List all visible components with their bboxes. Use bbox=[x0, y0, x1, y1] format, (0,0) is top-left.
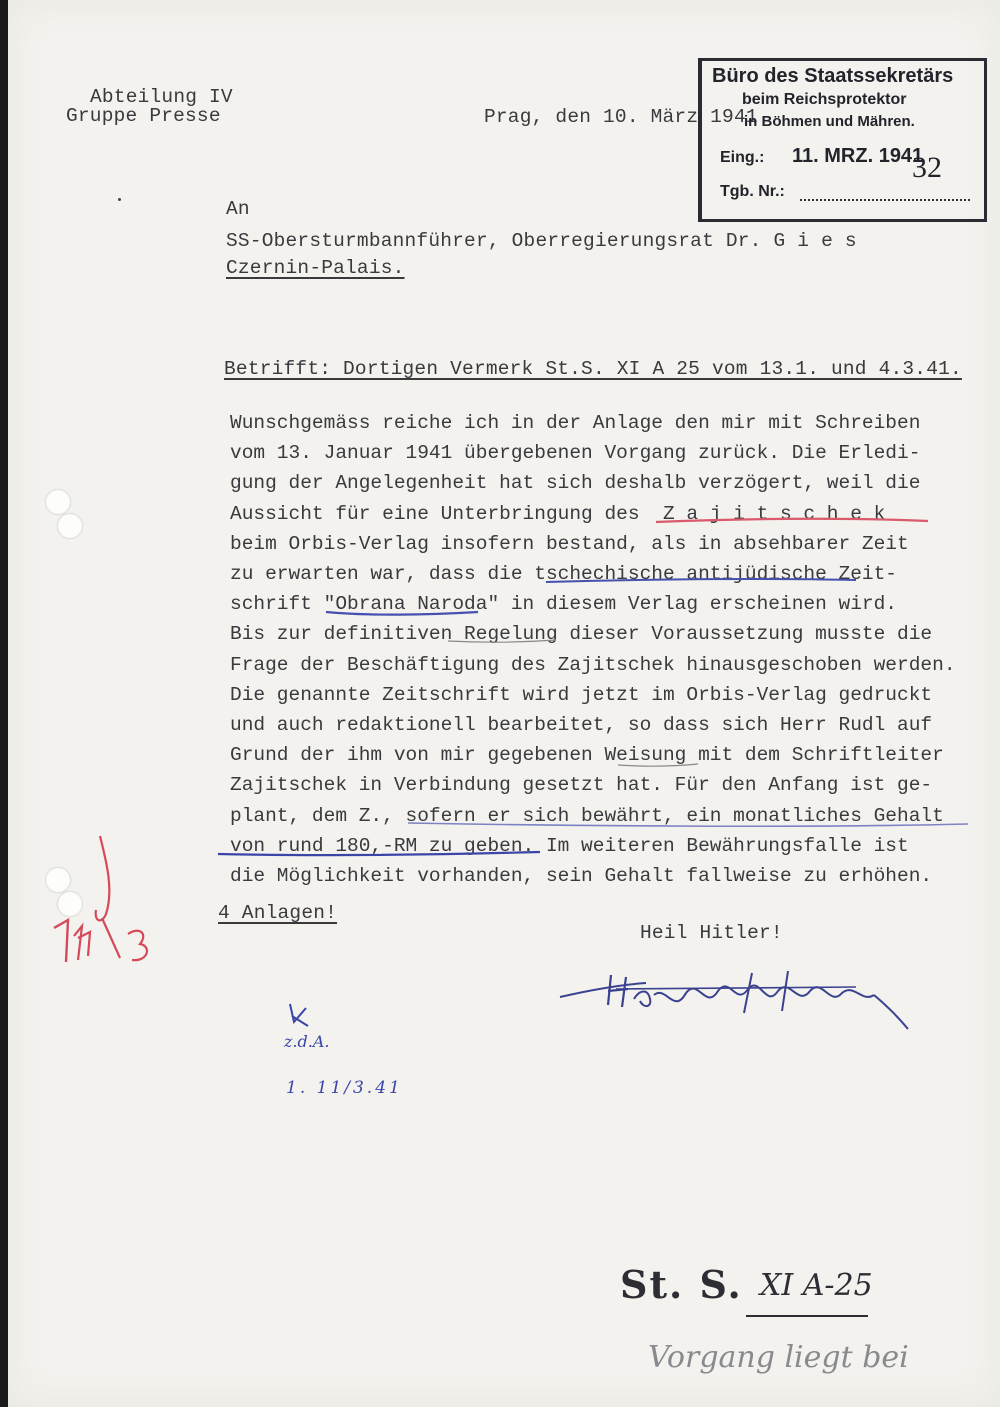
punch-hole bbox=[46, 490, 70, 514]
body-line: Die genannte Zeitschrift wird jetzt im Orbis-Verlag gedruckt bbox=[230, 683, 933, 706]
body-line: von rund 180,-RM zu geben. Im weiteren Bewährungsfalle ist bbox=[230, 834, 909, 857]
body-line: und auch redaktionell bearbeitet, so dass sich Herr Rudl auf bbox=[230, 714, 933, 737]
received-stamp bbox=[698, 58, 987, 222]
stamp-number: 32 bbox=[912, 151, 942, 184]
letter-body bbox=[230, 408, 990, 891]
address-recipient: SS-Obersturmbannführer, Oberregierungsrat Dr. G i e s bbox=[226, 230, 857, 252]
red-pencil-mark bbox=[44, 830, 164, 970]
body-line: vom 13. Januar 1941 übergebenen Vorgang zurück. Die Erledi- bbox=[230, 442, 921, 465]
subject-line: Betrifft: Dortigen Vermerk St.S. XI A 25 vom 13.1. und 4.3.41. bbox=[224, 358, 962, 380]
body-line: Frage der Beschäftigung des Zajitschek hinausgeschoben werden. bbox=[230, 653, 956, 676]
reference-stamp bbox=[620, 1262, 890, 1322]
pencil-note: Vorgang liegt bei bbox=[648, 1340, 909, 1375]
stamp-office-2: beim Reichsprotektor bbox=[742, 91, 907, 108]
body-line: zu erwarten war, dass die tschechische antijüdische Zeit- bbox=[230, 563, 898, 586]
body-line: Bis zur definitiven Regelung dieser Voraussetzung musste die bbox=[230, 623, 933, 646]
stamp-tgb-label: Tgb. Nr.: bbox=[720, 183, 785, 200]
group-line: Gruppe Presse bbox=[66, 105, 221, 127]
body-line: schrift "Obrana Naroda" in diesem Verlag erscheinen wird. bbox=[230, 593, 898, 616]
address-location: Czernin-Palais. bbox=[226, 257, 405, 279]
address-to: An bbox=[226, 198, 250, 220]
body-line: die Möglichkeit vorhanden, sein Gehalt fallweise zu erhöhen. bbox=[230, 865, 933, 888]
body-line: gung der Angelegenheit hat sich deshalb verzögert, weil die bbox=[230, 472, 921, 495]
body-line: beim Orbis-Verlag insofern bestand, als in absehbarer Zeit bbox=[230, 532, 909, 555]
blue-note-date: 1. 11/3.41 bbox=[286, 1078, 403, 1098]
punch-hole bbox=[58, 514, 82, 538]
stamp-date: 11. MRZ. 1941 bbox=[792, 145, 924, 167]
body-line: Aussicht für eine Unterbringung des Z a j i t s c h e k bbox=[230, 502, 886, 525]
stamp-eing-label: Eing.: bbox=[720, 149, 765, 166]
body-line: plant, dem Z., sofern er sich bewährt, ein monatliches Gehalt bbox=[230, 804, 944, 827]
stamp-office: Büro des Staatssekretärs bbox=[712, 65, 954, 87]
body-line: Wunschgemäss reiche ich in der Anlage den mir mit Schreiben bbox=[230, 412, 921, 434]
letter-page bbox=[8, 0, 1000, 1407]
enclosures: 4 Anlagen! bbox=[218, 902, 338, 924]
ink-dot bbox=[118, 198, 121, 201]
body-line: Zajitschek in Verbindung gesetzt hat. Für den Anfang ist ge- bbox=[230, 774, 933, 797]
reference-stamp-printed: St. S. bbox=[620, 1262, 743, 1307]
closing-greeting: Heil Hitler! bbox=[640, 922, 783, 944]
body-line: Grund der ihm von mir gegebenen Weisung mit dem Schriftleiter bbox=[230, 744, 944, 767]
blue-note-zda: z.d.A. bbox=[284, 1032, 330, 1051]
department-line: Abteilung IV bbox=[90, 86, 233, 108]
stamp-office-3: in Böhmen und Mähren. bbox=[744, 113, 915, 130]
blue-initial-mark bbox=[284, 1000, 324, 1030]
signature bbox=[556, 955, 916, 1045]
place-date: Prag, den 10. März 1941 bbox=[484, 106, 758, 128]
reference-stamp-handwritten: XI A-25 bbox=[760, 1268, 873, 1303]
stamp-dotted-line bbox=[800, 199, 970, 201]
